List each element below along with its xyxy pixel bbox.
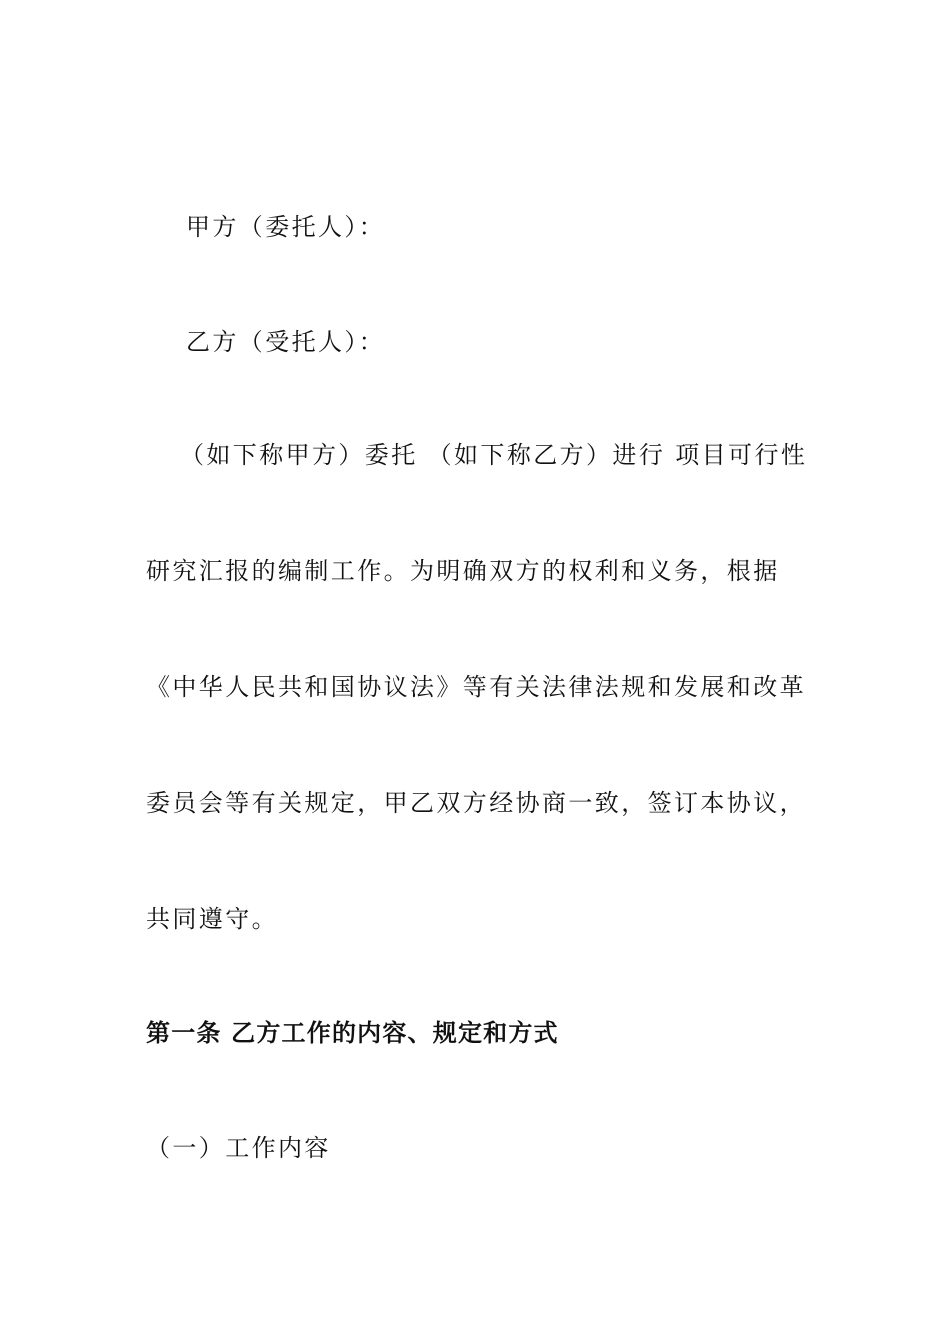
- intro-line-1: （如下称甲方）委托 （如下称乙方）进行 项目可行性: [180, 441, 808, 469]
- intro-line-2: 研究汇报的编制工作。为明确双方的权利和义务，根据: [146, 557, 780, 585]
- party-b-line: 乙方（受托人）：: [186, 328, 386, 356]
- subsection-1-title: （一）工作内容: [146, 1134, 331, 1162]
- party-a-line: 甲方（委托人）：: [186, 213, 386, 241]
- article-1-heading: 第一条 乙方工作的内容、规定和方式: [146, 1018, 559, 1047]
- intro-line-5: 共同遵守。: [146, 905, 278, 933]
- intro-line-4: 委员会等有关规定，甲乙双方经协商一致，签订本协议，: [146, 789, 806, 817]
- intro-line-3: 《中华人民共和国协议法》等有关法律法规和发展和改革: [146, 673, 806, 701]
